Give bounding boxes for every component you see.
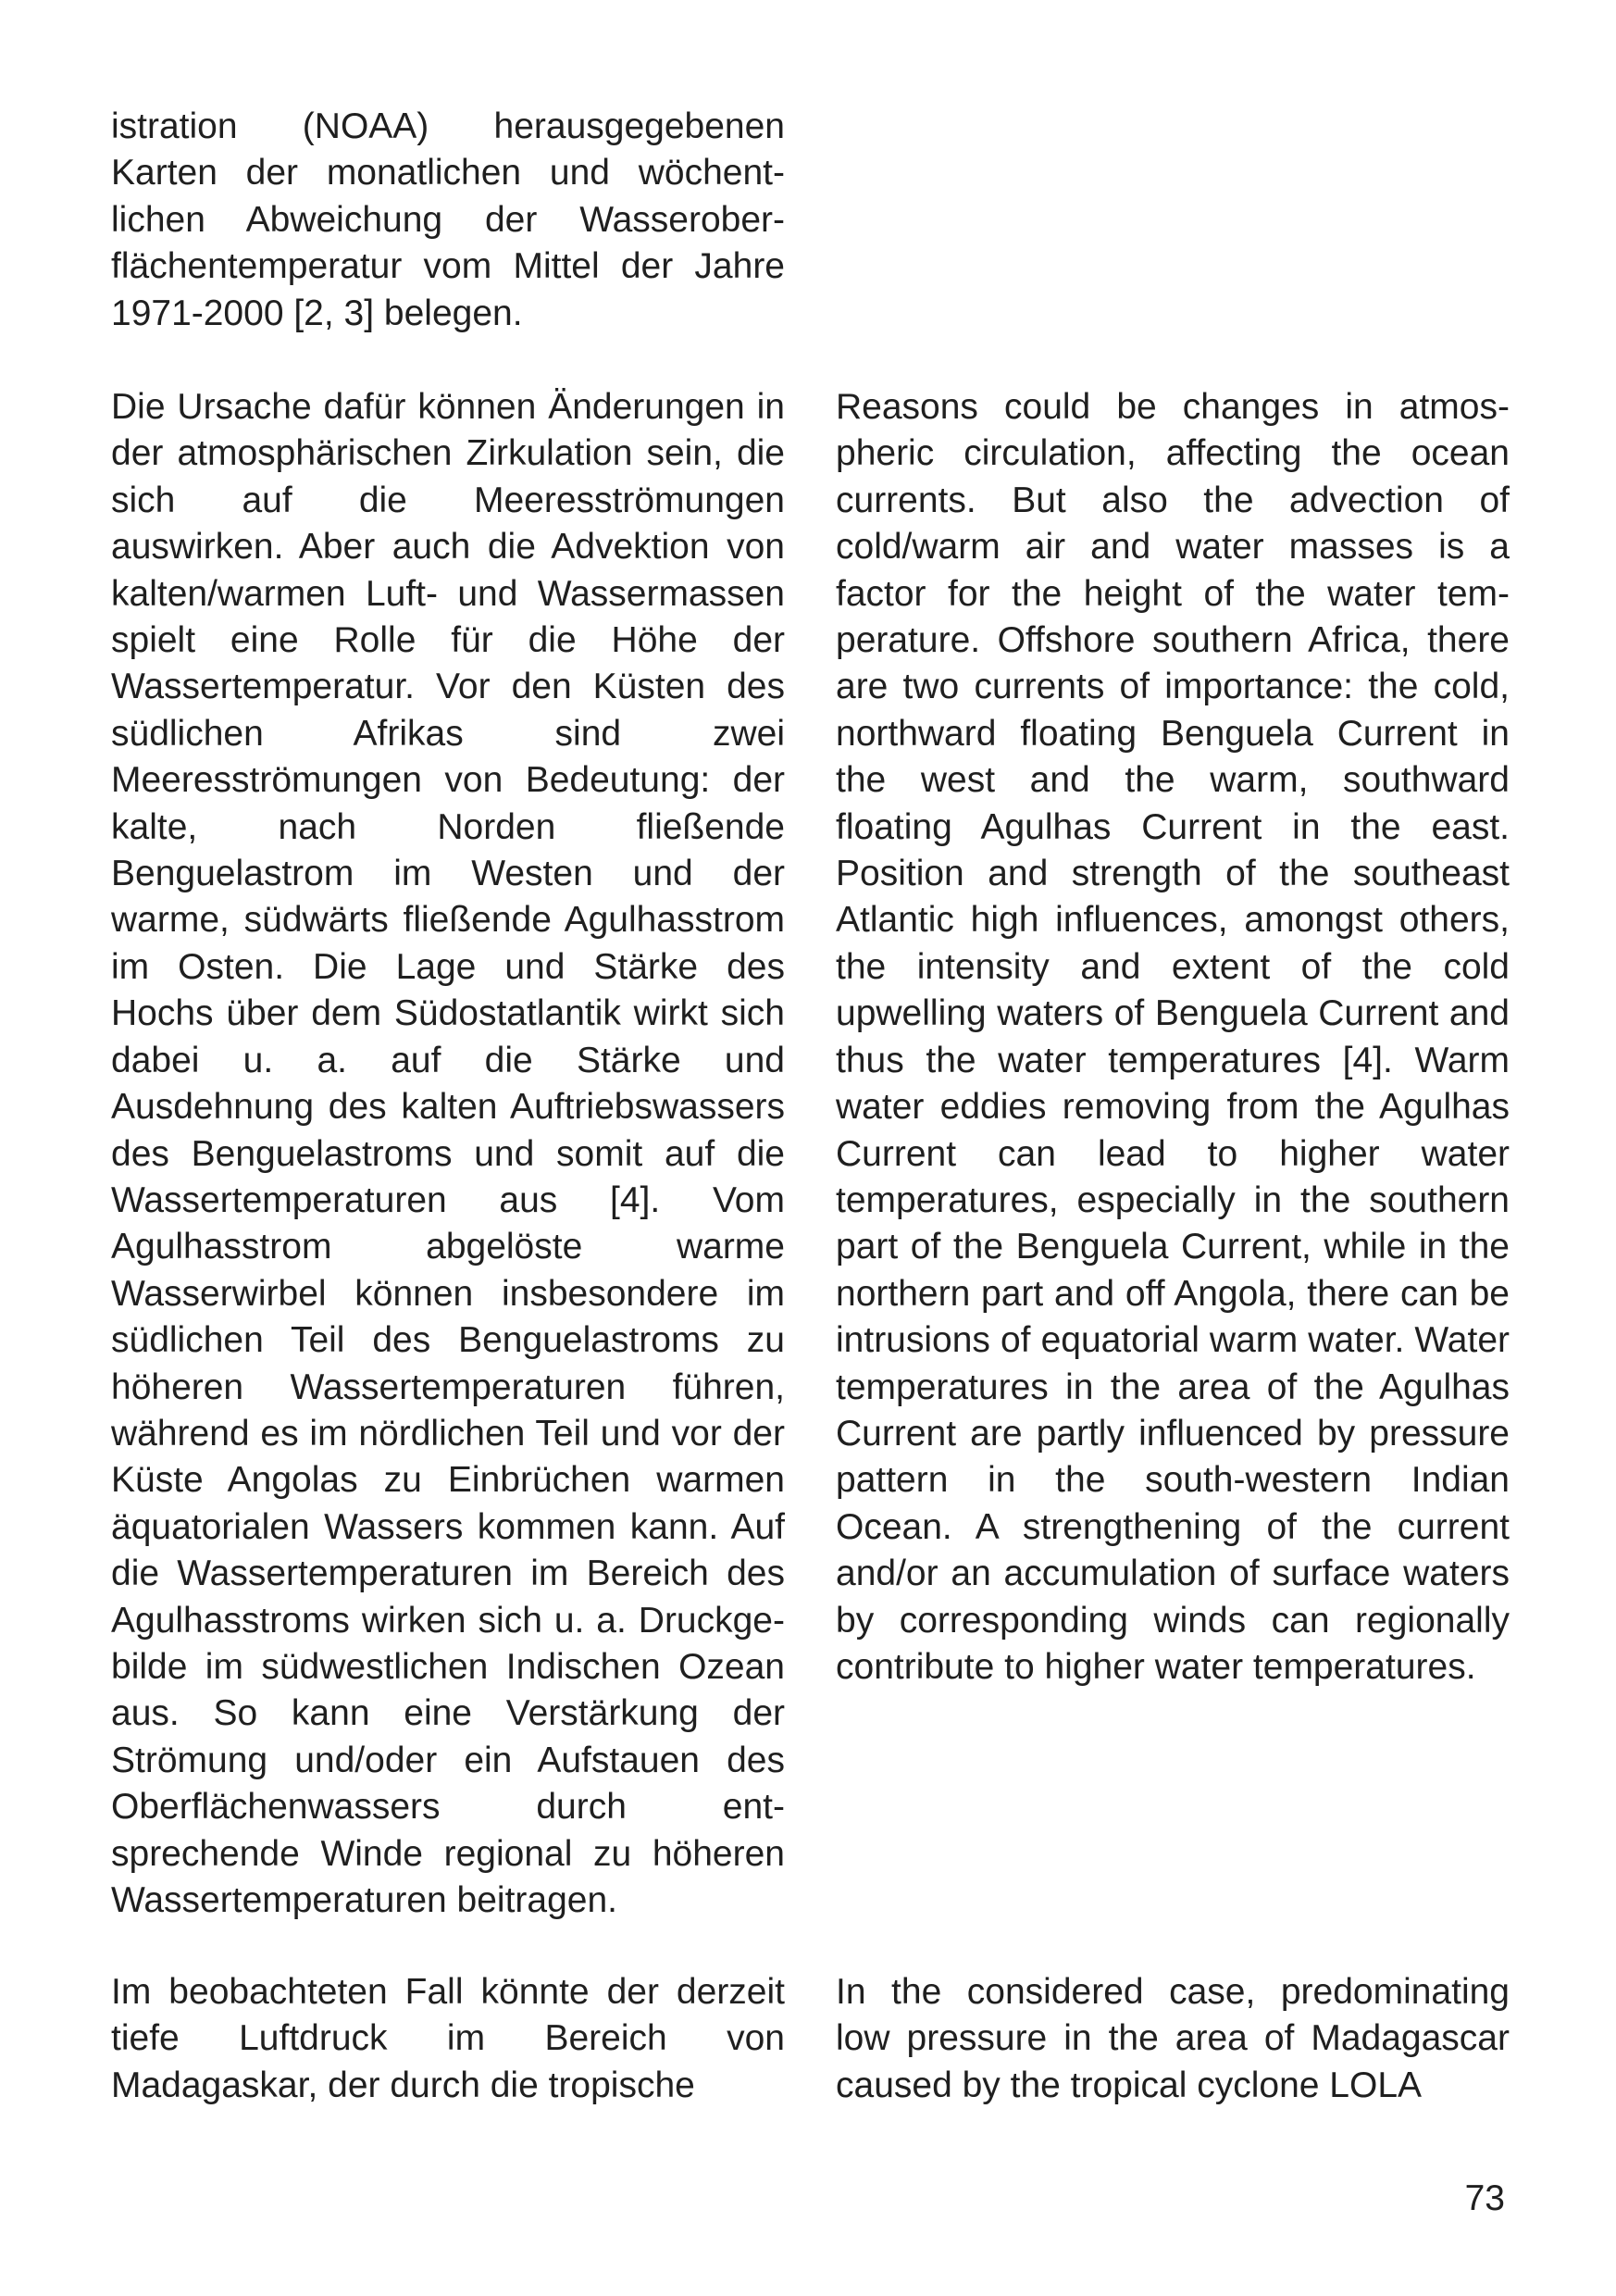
english-paragraph-3: In the considered case, predominating low pressure in the area of Madagascar caused by the tropical cyclone LOLA bbox=[836, 1972, 1510, 2105]
german-paragraph-3: Im beobachteten Fall könnte der derzeit tiefe Luftdruck im Bereich von Madagaskar, der durch die tropische bbox=[111, 1972, 785, 2105]
english-column-bottom bbox=[836, 1969, 1510, 2109]
german-paragraph-1: istration (NOAA) herausgegebenen Karten der monatlichen und wöchentlichen Abweichung der Wasseroberflächentemperatur vom Mittel der Jahre 1971-2000 [2, 3] belegen. bbox=[111, 106, 785, 333]
german-paragraph-2: Die Ursache dafür können Änderungen in der atmosphärischen Zirkulation sein, die sich auf die Meeresströmungen auswirken. Aber auch die Advektion von kalten/warmen Luft- und Wassermassen spielt eine Rolle für die Höhe der Wassertemperatur. Vor den Küsten des südlichen Afrikas sind zwei Meeresströmungen von Bedeutung: der kalte, nach Norden fließende Benguelastrom im Westen und der warme, südwärts fließende Agulhasstrom im Osten. Die Lage und Stärke des Hochs über dem Südostatlantik wirkt sich dabei u. a. auf die Stärke und Ausdehnung des kalten Auftriebswassers des Benguelastroms und somit auf die Wassertemperaturen aus [4]. Vom Agulhasstrom abgelöste warme Wasserwirbel können insbesondere im südlichen Teil des Benguelastroms zu höheren Wassertemperaturen führen, während es im nördlichen Teil und vor der Küste Angolas zu Einbrüchen warmen äquatorialen Wassers kommen kann. Auf die Wassertemperaturen im Bereich des Agulhasstroms wirken sich u. a. Druckgebilde im südwestlichen Indischen Ozean aus. So kann eine Verstärkung der Strömung und/oder ein Aufstauen des Oberflächenwassers durch entsprechende Winde regional zu höheren Wassertemperaturen beitragen. bbox=[111, 387, 785, 1920]
english-paragraph-2: Reasons could be changes in atmospheric circulation, affecting the ocean currents. But also the advection of cold/warm air and water masses is a factor for the height of the water temperature. Offshore southern Africa, there are two currents of importance: the cold, northward floating Benguela Current in the west and the warm, southward floating Agulhas Current in the east. Position and strength of the southeast Atlantic high influences, amongst others, the intensity and extent of the cold upwelling waters of Benguela Current and thus the water temperatures [4]. Warm water eddies removing from the Agulhas Current can lead to higher water temperatures, especially in the southern part of the Benguela Current, while in the northern part and off Angola, there can be intrusions of equatorial warm water. Water temperatures in the area of the Agulhas Current are partly influenced by pressure pattern in the south-western Indian Ocean. A strengthening of the current and/or an accumulation of surface waters by corresponding winds can regionally contribute to higher water temperatures. bbox=[836, 387, 1510, 1687]
german-column-middle bbox=[111, 384, 785, 1924]
german-column-top bbox=[111, 104, 785, 337]
english-column-middle bbox=[836, 384, 1510, 1691]
german-column-bottom bbox=[111, 1969, 785, 2109]
page-number: 73 bbox=[1464, 2178, 1505, 2218]
